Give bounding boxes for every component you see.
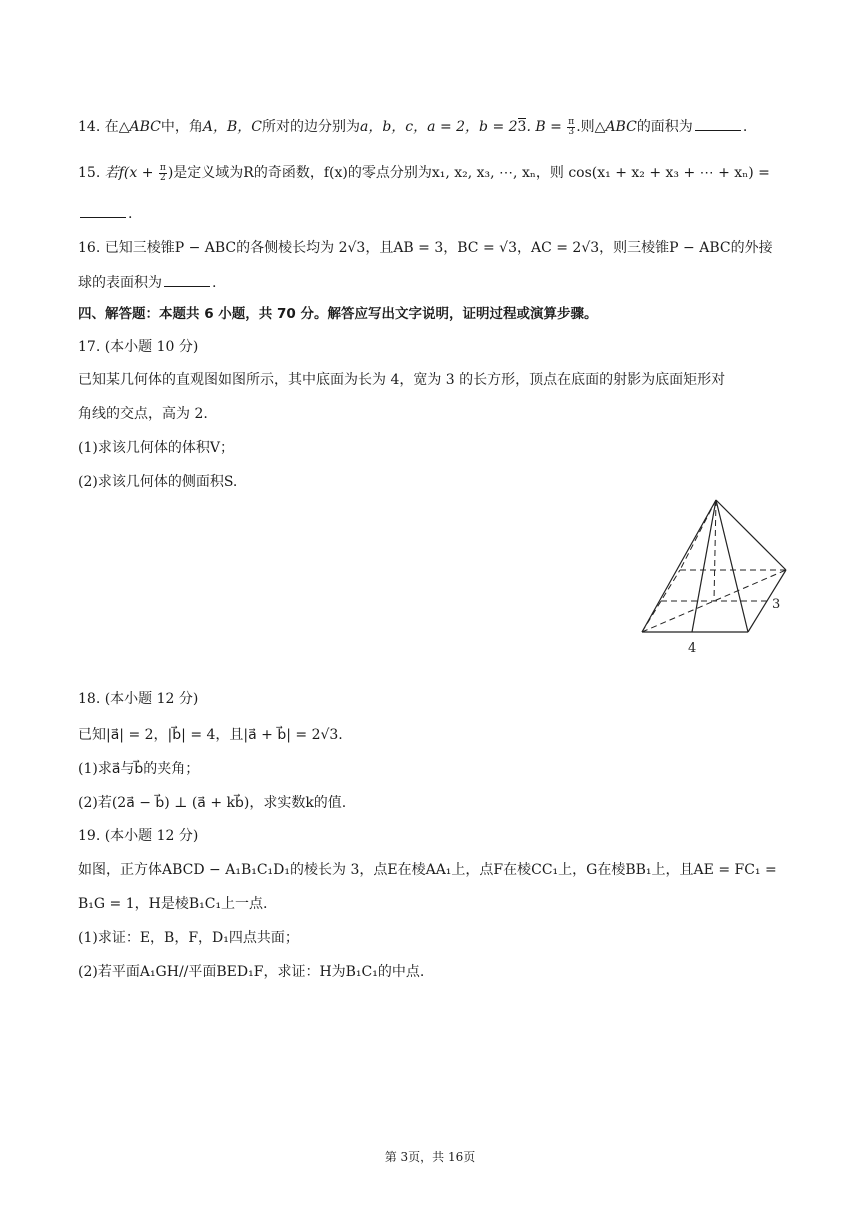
slant-height-line (692, 500, 716, 632)
q16-end: . (212, 275, 217, 291)
question-number: 14. (78, 119, 101, 135)
question-number: 16. (78, 240, 101, 256)
q16-line2: 球的表面积为 (78, 275, 162, 291)
q14-given: a = 2，b = 2 (427, 119, 518, 135)
q14-text-b: 中，角 (160, 119, 203, 135)
lateral-edge-1 (642, 500, 716, 632)
q14-sides: a，b，c， (360, 119, 428, 135)
q17-part1: (1)求该几何体的体积V； (78, 440, 234, 456)
q18-part1: (1)求a⃗与b⃗的夹角； (78, 761, 200, 777)
lateral-edge-2 (716, 500, 748, 632)
q19-header: 19. (本小题 12 分) (78, 828, 199, 844)
lateral-edge-3 (716, 500, 786, 570)
q19-part1: (1)求证：E，B，F，D₁四点共面； (78, 930, 299, 946)
q17-part2: (2)求该几何体的侧面积S. (78, 474, 238, 490)
frac-den: 3 (568, 126, 575, 137)
q15-fraction (159, 164, 167, 183)
q16-text: 已知三棱锥P − ABC的各侧棱长均为 2√3，且AB = 3，BC = √3，AC = 2√3，则三棱锥P − ABC的外接 (104, 240, 773, 256)
q17-header: 17. (本小题 10 分) (78, 339, 199, 355)
label-3: 3 (772, 597, 781, 612)
page-footer: 第 3页，共 16页 (384, 1150, 476, 1164)
pyramid-figure (636, 492, 796, 660)
q14-angles: A，B，C (202, 119, 262, 135)
question-number: 15. (78, 165, 101, 181)
question-15 (78, 163, 770, 183)
q18-part2: (2)若(2a⃗ − b⃗) ⊥ (a⃗ + kb⃗)，求实数k的值. (78, 795, 347, 811)
q14-fraction (567, 118, 575, 137)
q15-text-b: )是定义域为R的奇函数，f(x)的零点分别为x₁, x₂, x₃, ⋯, xₙ，则 cos(x₁ + x₂ + x₃ + ⋯ + xₙ) = (167, 165, 770, 181)
q17-stem1: 已知某几何体的直观图如图所示，其中底面为长为 4，宽为 3 的长方形，顶点在底面的射影为底面矩形对 (78, 372, 726, 388)
q14-tail-b: 的面积为 (636, 119, 693, 135)
q14-triangle: ABC (129, 119, 161, 135)
answer-blank[interactable] (164, 272, 210, 287)
q14-triangle-2: ABC (605, 119, 637, 135)
q18-header: 18. (本小题 12 分) (78, 691, 199, 707)
frac-num: π (568, 116, 575, 127)
q14-sqrt: 3 (517, 119, 527, 135)
question-14: 14. 在△ABC中，角A，B，C所对的边分别为a，b，c，a = 2，b = 23. B = $\frac{\pi}{3}$ .则△ABC的面积为 . (78, 116, 748, 137)
frac-num: π (159, 162, 166, 173)
q14-given-b: . B = (526, 119, 567, 135)
label-4: 4 (688, 641, 697, 656)
answer-blank[interactable] (695, 116, 741, 131)
question-15-line2 (78, 203, 132, 224)
q15-text: 若f(x + (104, 165, 158, 181)
question-16-line2 (78, 272, 216, 293)
q14-tail: .则△ (576, 119, 606, 135)
q19-stem2: B₁G = 1，H是棱B₁C₁上一点. (78, 896, 268, 912)
height-line (714, 500, 716, 601)
frac-den: 2 (159, 172, 166, 183)
answer-blank[interactable] (80, 203, 126, 218)
q17-stem2: 角线的交点，高为 2. (78, 406, 208, 422)
q19-part2: (2)若平面A₁GH//平面BED₁F，求证：H为B₁C₁的中点. (78, 964, 425, 980)
question-16 (78, 238, 773, 258)
q15-line2: . (128, 206, 133, 222)
section-title: 四、解答题：本题共 6 小题，共 70 分。解答应写出文字说明，证明过程或演算步骤。 (78, 306, 598, 322)
q14-text-c: 所对的边分别为 (262, 119, 360, 135)
q19-stem1: 如图，正方体ABCD − A₁B₁C₁D₁的棱长为 3，点E在棱AA₁上，点F在棱CC₁上，G在棱BB₁上，且AE = FC₁ = (78, 862, 777, 878)
q18-stem: 已知|a⃗| = 2，|b⃗| = 4，且|a⃗ + b⃗| = 2√3. (78, 727, 343, 743)
lateral-hidden-edge (680, 500, 716, 570)
q14-text-a: 在△ (104, 119, 130, 135)
